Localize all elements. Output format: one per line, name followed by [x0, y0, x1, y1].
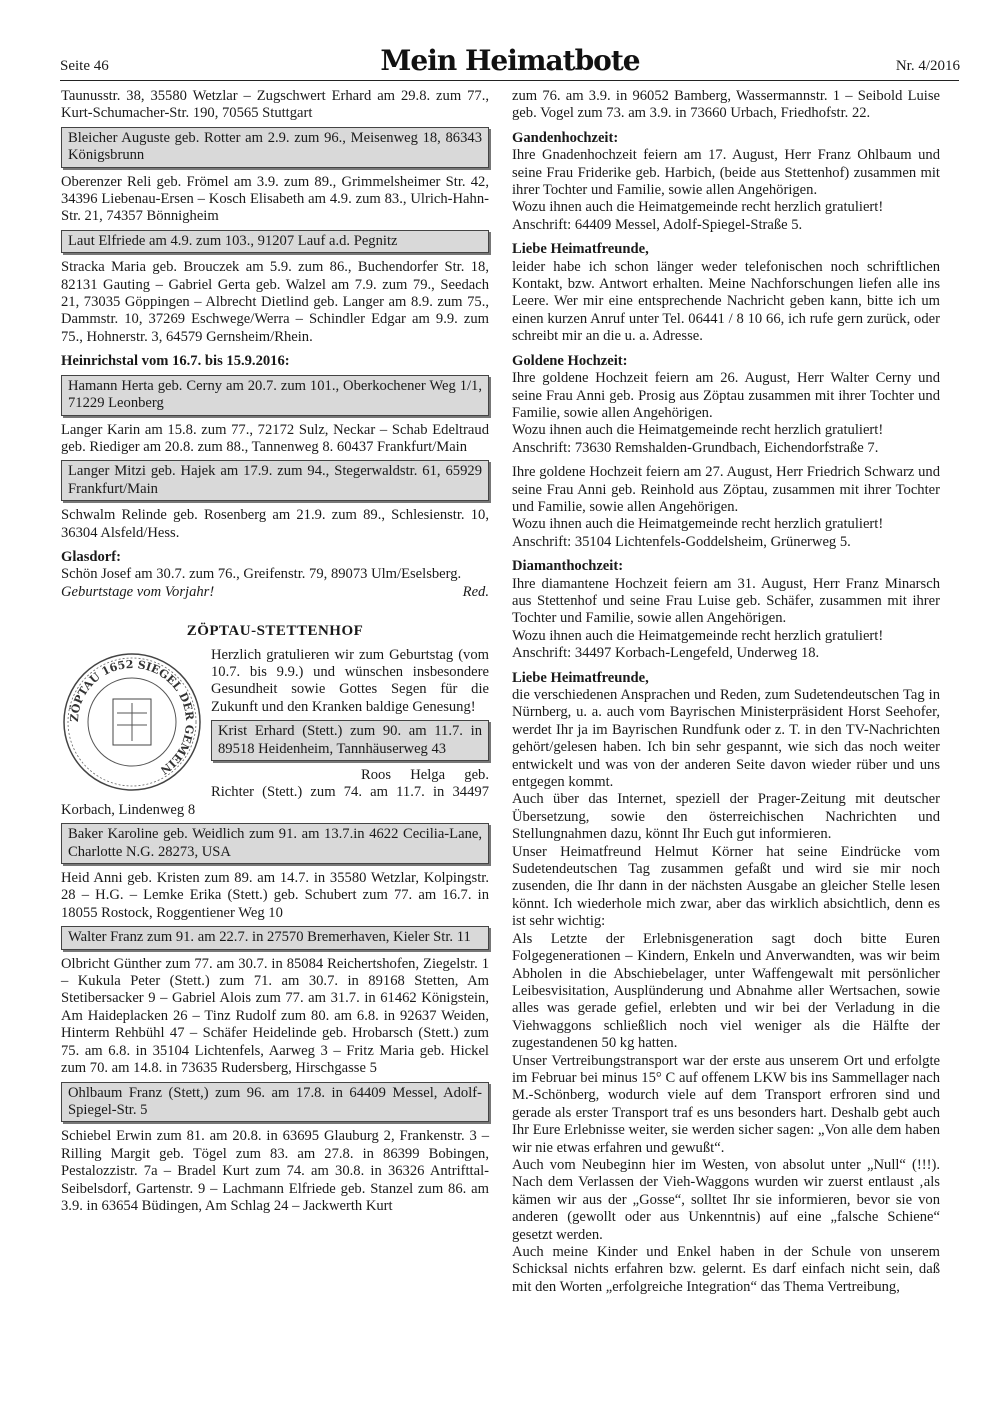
village-seal-icon — [61, 651, 203, 793]
paragraph: Ihre goldene Hochzeit feiern am 27. August, Herr Friedrich Schwarz und seine Frau Anni geb. Reinhold aus Zöptau, zusammen mit ihrer Tochter und Familie, sowie allen Angehörigen. — [512, 464, 940, 515]
paragraph: Ihre goldene Hochzeit feiern am 26. August, Herr Walter Cerny und seine Frau Anni geb. Prosig aus Zöptau zusammen mit ihrer Tochter und Familie, sowie allen Angehörigen. — [512, 370, 940, 421]
left-column — [61, 88, 489, 1215]
paragraph: Langer Karin am 15.8. zum 77., 72172 Sulz, Neckar – Schab Edeltraud geb. Riediger am 20.8. zum 88., Tannenweg 8. 60437 Frankfurt/Main — [61, 421, 489, 455]
section-heading: Gandenhochzeit: — [512, 129, 619, 146]
note-line — [61, 584, 489, 601]
paragraph: Auch vom Neubeginn hier im Westen, von absolut unter „Null“ (!!!). Nach dem Verlassen der Vieh-Waggons wurden wir zuerst entlaust ‚als kämen wir aus der „Gosse“, solltet Ihr sie informieren, bevor sie von anderen (gewollt oder aus Unkenntnis) auf eine „falsche Schiene“ gesetzt werden. — [512, 1156, 940, 1243]
paragraph: Schön Josef am 30.7. zum 76., Greifenstr. 79, 89073 Ulm/Eselsberg. — [61, 566, 462, 583]
right-column — [512, 88, 940, 1296]
paragraph: Wozu ihnen auch die Heimatgemeinde recht herzlich gratuliert! — [512, 516, 884, 533]
highlight-box: Hamann Herta geb. Cerny am 20.7. zum 101., Oberkochener Weg 1/1, 71229 Leonberg — [61, 375, 489, 416]
paragraph: Als Letzte der Erlebnisgeneration sagt doch bitte Euren Folgegenerationen – Kindern, Enkeln und Anverwandten, was wir beim Abholen in die Abschiebelager, unter Waffengewalt mit persönlicher Leibesvisitation, Ausplünderung und Abnahme aller Wertsachen, sowie alles was gerade gefiel, erlebten und wir bei der Verladung in die Viehwaggons schließlich noch viel weniger als die Hälfte der zugestandenen 50 kg hatten. — [512, 930, 940, 1052]
note-text: Geburtstage vom Vorjahr! — [61, 583, 215, 600]
paragraph: Taunusstr. 38, 35580 Wetzlar – Zugschwert Erhard am 29.8. zum 77., Kurt-Schumacher-Str. 190, 70565 Stuttgart — [61, 88, 489, 122]
highlight-box: Ohlbaum Franz (Stett,) zum 96. am 17.8. in 64409 Messel, Adolf-Spiegel-Str. 5 — [61, 1082, 489, 1123]
editor-mark: Red. — [462, 583, 489, 600]
paragraph: Schwalm Relinde geb. Rosenberg am 21.9. zum 89., Schlesienstr. 10, 36304 Alsfeld/Hess. — [61, 507, 489, 541]
paragraph: Anschrift: 73630 Remshalden-Grundbach, Eichendorfstraße 7. — [512, 439, 879, 456]
paragraph: Heid Anni geb. Kristen zum 89. am 14.7. in 35580 Wetzlar, Kolpingstr. 28 – H.G. – Lemke Erika (Stett.) geb. Schubert zum 77. am 16.7. in 18055 Rostock, Roggentiener Weg 10 — [61, 870, 489, 921]
section-heading: Liebe Heimatfreunde, — [512, 241, 649, 258]
issue-number: Nr. 4/2016 — [895, 58, 960, 74]
paragraph: zum 76. am 3.9. in 96052 Bamberg, Wassermannstr. 1 – Seibold Luise geb. Vogel zum 73. am 3.9. in 73660 Urbach, Friedhofstr. 22. — [512, 88, 940, 122]
section-heading: Glasdorf: — [61, 548, 121, 565]
paragraph: Oberenzer Reli geb. Frömel am 3.9. zum 89., Grimmelsheimer Str. 42, 34396 Liebenau-Ersen – Kosch Elisabeth am 4.9. zum 83., Ulrich-Hahn-Str. 21, 74357 Bönnigheim — [61, 173, 489, 225]
highlight-box: Krist Erhard (Stett.) zum 90. am 11.7. in 89518 Heidenheim, Tannhäuserweg 43 — [211, 720, 489, 761]
page-number: Seite 46 — [60, 58, 109, 74]
section-heading: Liebe Heimatfreunde, — [512, 669, 649, 686]
paragraph: Wozu ihnen auch die Heimatgemeinde recht herzlich gratuliert! — [512, 627, 884, 644]
paragraph: Herzlich gratulieren wir zum Geburtstag (vom 10.7. bis 9.9.) und wünschen insbesondere Gesundheit sowie Gottes Segen für die Zukunft und den Kranken baldige Genesung! — [211, 646, 489, 715]
seal-text: ZÖPTAU 1652 SIEGEL DER GEMEIN — [67, 657, 197, 777]
section-heading: Heinrichstal vom 16.7. bis 15.9.2016: — [61, 353, 290, 370]
paragraph: Wozu ihnen auch die Heimatgemeinde recht herzlich gratuliert! — [512, 199, 884, 216]
highlight-box: Langer Mitzi geb. Hajek am 17.9. zum 94., Stegerwaldstr. 61, 65929 Frankfurt/Main — [61, 460, 489, 501]
paragraph: Olbricht Günther zum 77. am 30.7. in 85084 Reichertshofen, Ziegelstr. 1 – Kukula Peter (Stett.) zum 71. am 30.7. in 89168 Stetten, Am Stetibersacker 9 – Gabriel Alois zum 77. am 31.7. in 61462 Königstein, Am Haideplacken 26 – Tinz Rudolf zum 80. am 6.8. in 92637 Weiden, Hinterm Rehbühl 47 – Schäfer Heidelinde geb. Hrobarsch (Stett.) zum 75. am 6.8. in 35104 Lichtenfels, Aarweg 3 – Fritz Maria geb. Hickel zum 70. am 14.8. in 73635 Rudersberg, Hirschgasse 5 — [61, 955, 489, 1077]
paragraph: Stracka Maria geb. Brouczek am 5.9. zum 86., Buchendorfer Str. 18, 82131 Gauting – Gabriel Gerta geb. Walzel am 7.9. zum 79., Seedach 21, 73035 Göppingen – Albrecht Dietlind geb. Langer am 8.9. zum 75., Dammstr. 10, 37269 Eschwege/Werra – Schindler Edgar am 9.9. zum 75., Hohnerstr. 3, 64579 Gernsheim/Rhein. — [61, 259, 489, 345]
paragraph: Ihre Gnadenhochzeit feiern am 17. August, Herr Franz Ohlbaum und seine Frau Friderike geb. Harbich, (beide aus Stettenhof) zusammen mit ihrer Tochter und Familie, sowie allen Angehörigen. — [512, 147, 940, 199]
paragraph: Roos Helga geb. Richter (Stett.) zum 74. am 11.7. in 34497 Korbach, Lindenweg 8 — [61, 767, 489, 818]
header-rule — [60, 80, 959, 81]
highlight-box: Laut Elfriede am 4.9. zum 103., 91207 Lauf a.d. Pegnitz — [61, 230, 489, 253]
paragraph: leider habe ich schon länger weder telefonischen noch schriftlichen Kontakt, bzw. Antwort erhalten. Meine Nachforschungen liefen alle ins Leere. Wer mir eine entsprechende Nachricht geben kann, bitte ich um einen kurzen Anruf unter Tel. 06441 / 8 10 66, ich rufe gern zurück, oder schreibt mir an die u. a. Adresse. — [512, 258, 940, 345]
paragraph: Wozu ihnen auch die Heimatgemeinde recht herzlich gratuliert! — [512, 422, 884, 439]
paragraph: Anschrift: 64409 Messel, Adolf-Spiegel-Straße 5. — [512, 216, 803, 233]
paragraph: Auch meine Kinder und Enkel haben in der Schule von unserem Schicksal nichts erfahren bzw. gelernt. Es darf einfach nicht sein, daß mit den Worten „erfolgreiche Integration“ das Thema Vertreibung, — [512, 1244, 940, 1295]
highlight-box: Baker Karoline geb. Weidlich zum 91. am 13.7.in 4622 Cecilia-Lane, Charlotte N.G. 28273, USA — [61, 823, 489, 864]
paragraph: die verschiedenen Ansprachen und Reden, zum Sudetendeutschen Tag in Nürnberg, u. a. auch vom Bayrischen Ministerpräsident Horst Seehofer, werdet Ihr ja im Bayrischen Rundfunk oder z. T. in den TV-Nachrichten gehört/gelesen haben. Ich bin sehr gespannt, wie sich das noch weiter entwickelt und was von der anderen Seite davon wieder rüber und uns entgegen kommt. — [512, 687, 940, 791]
highlight-box: Walter Franz zum 91. am 22.7. in 27570 Bremerhaven, Kieler Str. 11 — [61, 926, 489, 949]
section-heading: Diamanthochzeit: — [512, 558, 624, 575]
masthead-logo: Mein Heimatbote — [380, 44, 640, 77]
paragraph: Unser Vertreibungstransport war der erste aus unserem Ort und erfolgte im Februar bei minus 15° C auf offenem LKW bis ins Sammellager nach M.-Schönberg, wodurch viele auf dem Transport erfroren sind und gerade als erster Transport traf es uns besonders hart. Deshalb gebt auch Ihr Eure Erlebnisse weiter, sie werden sicher sagen: „Von alle dem haben wir nie etwas erfahren und gewußt“. — [512, 1052, 940, 1156]
paragraph: Unser Heimatfreund Helmut Körner hat seine Eindrücke vom Sudetendeutschen Tag zusammen gefaßt und wird sie mir noch zusenden, die Ihr dann in der nächsten Ausgabe an gleicher Stelle lesen könnt. Ich wiederhole mich zwar, aber das wirklich absichtlich, denn es ist sehr wichtig: — [512, 843, 940, 930]
paragraph: Ihre diamantene Hochzeit feiern am 31. August, Herr Franz Minarsch aus Stettenhof und seine Frau Luise geb. Schäfer, zusammen mit ihrer Tochter und Familie, sowie allen Angehörigen. — [512, 575, 940, 627]
highlight-box: Bleicher Auguste geb. Rotter am 2.9. zum 96., Meisenweg 18, 86343 Königsbrunn — [61, 127, 489, 168]
section-title: ZÖPTAU-STETTENHOF — [186, 623, 364, 640]
section-heading: Goldene Hochzeit: — [512, 352, 628, 369]
paragraph: Auch über das Internet, speziell der Prager-Zeitung mit deutscher Übersetzung, sowie den österreichischen Nachrichten und Stellungnahmen dazu, könnt Ihr Euch gut informieren. — [512, 791, 940, 843]
page-header — [60, 40, 960, 80]
paragraph: Anschrift: 34497 Korbach-Lengefeld, Underweg 18. — [512, 645, 820, 662]
paragraph: Anschrift: 35104 Lichtenfels-Goddelsheim, Grünerweg 5. — [512, 533, 851, 550]
paragraph: Schiebel Erwin zum 81. am 20.8. in 63695 Glauburg 2, Frankenstr. 3 – Rilling Margit geb. Tögel zum 83. am 27.8. in 86399 Bobingen, Pestalozzistr. 7a – Bradel Kurt zum 74. am 30.8. in 36326 Antrifttal-Seibelsdorf, Gartenstr. 9 – Lachmann Elfriede geb. Stanzel zum 86. am 3.9. in 63654 Büdingen, Am Schlag 24 – Jackwerth Kurt — [61, 1128, 489, 1214]
